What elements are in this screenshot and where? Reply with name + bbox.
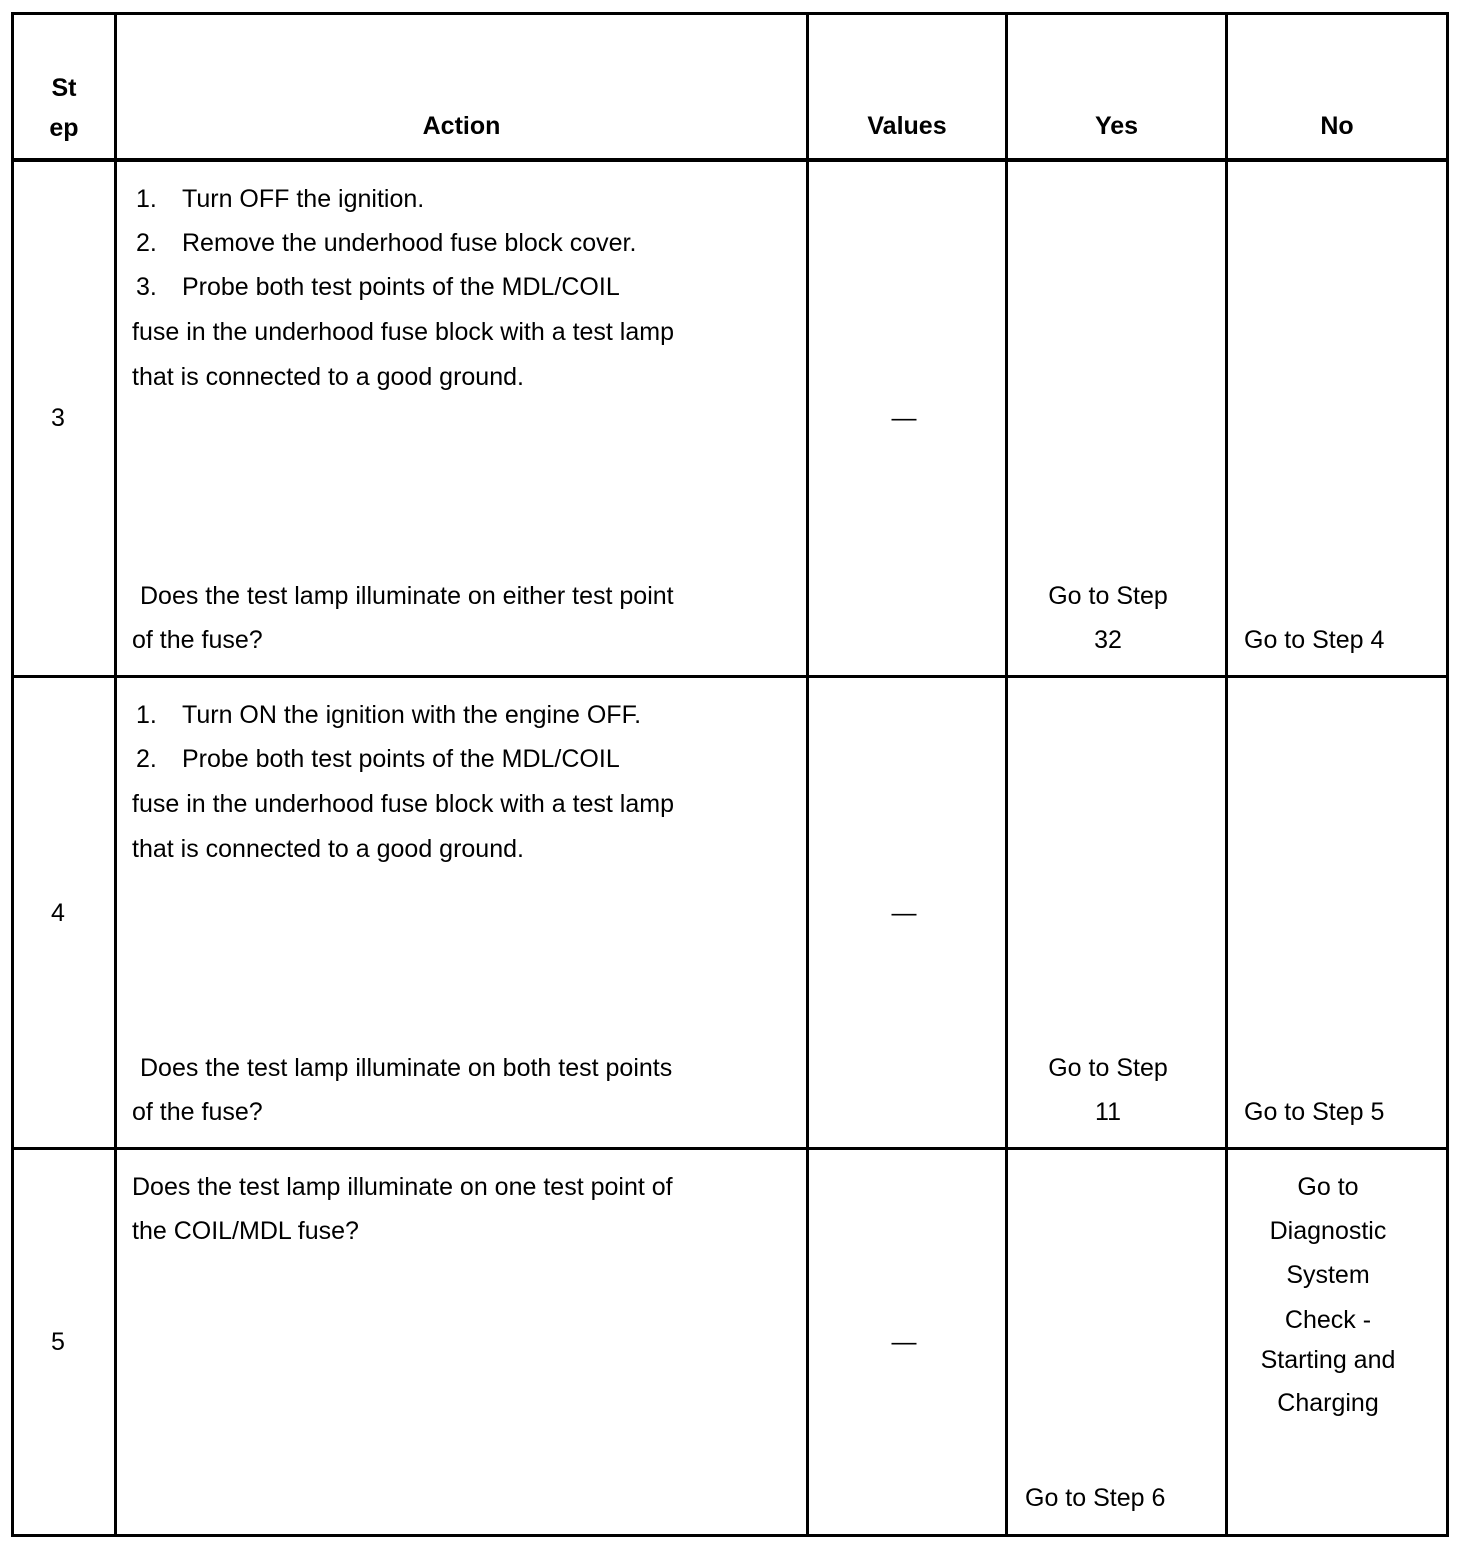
action-question: of the fuse?	[132, 626, 263, 654]
action-question: the COIL/MDL fuse?	[132, 1217, 359, 1245]
yes-link: Go to Step 6	[1025, 1484, 1166, 1512]
column-divider-values	[1005, 12, 1008, 1537]
action-item: 1. Turn ON the ignition with the engine OFF.	[136, 701, 642, 729]
table-border-left	[11, 12, 14, 1537]
no-link: Go to Step 4	[1244, 626, 1385, 654]
action-continuation: that is connected to a good ground.	[132, 363, 524, 391]
no-link: System	[1286, 1261, 1370, 1289]
action-continuation: fuse in the underhood fuse block with a test lamp	[132, 790, 674, 818]
no-link: Go to Step 5	[1244, 1098, 1385, 1126]
action-question: of the fuse?	[132, 1098, 263, 1126]
header-values: Values	[867, 112, 947, 140]
step-number-4: 4	[51, 899, 65, 927]
value-dash: —	[891, 899, 917, 927]
yes-link: 32	[1094, 626, 1122, 654]
column-divider-action	[806, 12, 809, 1537]
column-divider-step	[114, 12, 117, 1537]
table-border-bottom	[11, 1534, 1449, 1537]
row-divider-3	[11, 675, 1449, 678]
header-step-line1: St	[51, 74, 77, 102]
yes-link: Go to Step	[1048, 582, 1168, 610]
no-link: Go to	[1297, 1173, 1359, 1201]
yes-link: Go to Step	[1048, 1054, 1168, 1082]
action-item: 1. Turn OFF the ignition.	[136, 185, 425, 213]
table-border-right	[1446, 12, 1449, 1537]
header-no: No	[1320, 112, 1354, 140]
value-dash: —	[891, 1328, 917, 1356]
step-number-5: 5	[51, 1328, 65, 1356]
table-border-top	[11, 12, 1449, 15]
no-link: Check -	[1284, 1306, 1372, 1334]
action-question: Does the test lamp illuminate on both test points	[140, 1054, 673, 1082]
action-item: 3. Probe both test points of the MDL/COIL	[136, 273, 620, 301]
no-link: Charging	[1277, 1389, 1379, 1417]
step-number-3: 3	[51, 404, 65, 432]
row-divider-4	[11, 1147, 1449, 1150]
action-question: Does the test lamp illuminate on either test point	[140, 582, 674, 610]
no-link: Diagnostic	[1269, 1217, 1387, 1245]
header-step	[14, 68, 114, 148]
header-divider	[11, 158, 1449, 162]
action-item: 2. Remove the underhood fuse block cover.	[136, 229, 637, 257]
action-continuation: that is connected to a good ground.	[132, 835, 524, 863]
header-yes: Yes	[1094, 112, 1139, 140]
no-link: Starting and	[1260, 1346, 1396, 1374]
yes-link: 11	[1095, 1098, 1121, 1126]
action-continuation: fuse in the underhood fuse block with a test lamp	[132, 318, 674, 346]
action-item: 2. Probe both test points of the MDL/COIL	[136, 745, 620, 773]
action-question: Does the test lamp illuminate on one test point of	[132, 1173, 673, 1201]
header-step-line2: ep	[49, 114, 79, 142]
header-action: Action	[422, 112, 501, 140]
value-dash: —	[891, 404, 917, 432]
